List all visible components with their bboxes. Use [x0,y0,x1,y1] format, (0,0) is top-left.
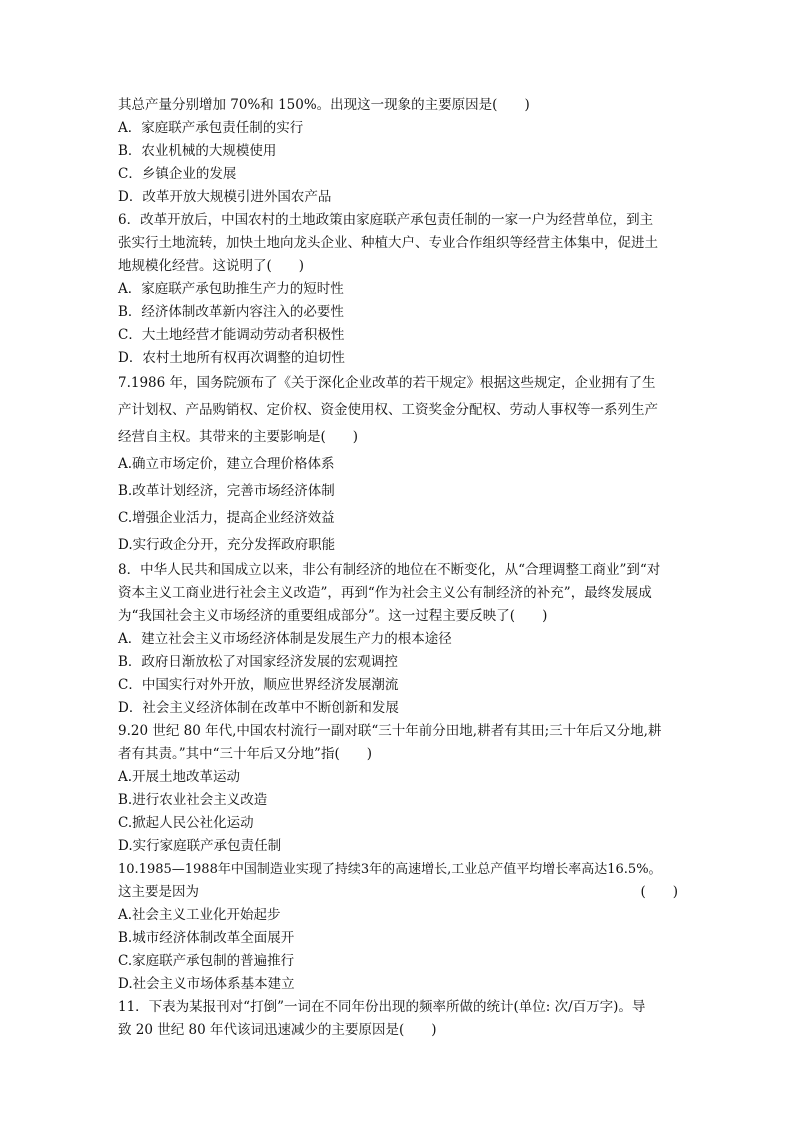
q6-option-a: A．家庭联产承包助推生产力的短时性 [118,281,344,297]
q6-stem-line-3: 地规模化经营。这说明了( ) [118,258,305,274]
q8-stem-line-3: 为“我国社会主义市场经济的重要组成部分”。这一过程主要反映了( ) [118,608,548,624]
q9-option-a: A.开展土地改革运动 [118,769,241,785]
q7-stem-line-2: 产计划权、产品购销权、定价权、资金使用权、工资奖金分配权、劳动人事权等一系列生产 [118,402,658,418]
q6-stem-line-2: 张实行土地流转，加快土地向龙头企业、种植大户、专业合作组织等经营主体集中，促进土 [118,235,658,251]
q7-option-c: C.增强企业活力，提高企业经济效益 [118,510,335,526]
q6-option-b: B．经济体制改革新内容注入的必要性 [118,304,344,320]
q10-option-a: A.社会主义工业化开始起步 [118,907,281,923]
q10-option-d: D.社会主义市场体系基本建立 [118,976,295,992]
q8-option-d: D．社会主义经济体制在改革中不断创新和发展 [118,700,399,716]
q5-option-d: D．改革开放大规模引进外国农产品 [118,189,332,205]
q8-stem-line-1: 8．中华人民共和国成立以来，非公有制经济的地位在不断变化，从“合理调整工商业”到“对 [118,562,661,578]
q9-stem-line-2: 者有其责。”其中“三十年后又分地”指( ) [118,746,372,762]
q9-option-d: D.实行家庭联产承包责任制 [118,838,282,854]
q10-stem-line-2 [118,881,678,904]
q6-option-d: D．农村土地所有权再次调整的迫切性 [118,350,345,366]
q7-stem-line-1: 7.1986 年，国务院颁布了《关于深化企业改革的若干规定》根据这些规定，企业拥有了生 [118,375,656,391]
q7-stem-line-3: 经营自主权。其带来的主要影响是( ) [118,429,359,445]
q10-stem-line-1: 10.1985—1988年中国制造业实现了持续3年的高速增长,工业总产值平均增长率高达16.5%。 [118,862,662,877]
q10-stem-text: 这主要是因为 [118,884,199,900]
q8-option-b: B．政府日渐放松了对国家经济发展的宏观调控 [118,654,398,670]
q11-stem-line-2: 致 20 世纪 80 年代该词迅速减少的主要原因是( ) [118,1022,437,1038]
q8-option-a: A．建立社会主义市场经济体制是发展生产力的根本途径 [118,631,452,647]
q8-stem-line-2: 资本主义工商业进行社会主义改造”，再到“作为社会主义公有制经济的补充”，最终发展成 [118,585,652,601]
q9-option-b: B.进行农业社会主义改造 [118,792,268,808]
q10-option-b: B.城市经济体制改革全面展开 [118,930,295,946]
q8-option-c: C．中国实行对外开放，顺应世界经济发展潮流 [118,677,399,693]
q9-stem-line-1: 9.20 世纪 80 年代,中国农村流行一副对联“三十年前分田地,耕者有其田;三十年后又分地,耕 [118,723,662,739]
q5-option-a: A．家庭联产承包责任制的实行 [118,120,304,136]
q7-option-d: D.实行政企分开，充分发挥政府职能 [118,537,336,553]
q10-answer-blank: ( ) [640,884,678,900]
q6-option-c: C．大土地经营才能调动劳动者积极性 [118,327,345,343]
q7-option-a: A.确立市场定价，建立合理价格体系 [118,456,335,472]
document-page [118,94,678,1042]
q6-stem-line-1: 6．改革开放后，中国农村的土地政策由家庭联产承包责任制的一家一户为经营单位，到主 [118,212,654,228]
q10-option-c: C.家庭联产承包制的普遍推行 [118,953,295,969]
q5-option-b: B．农业机械的大规模使用 [118,143,277,159]
q5-stem-continued: 其总产量分别增加 70%和 150%。出现这一现象的主要原因是( ) [118,97,530,113]
q5-option-c: C．乡镇企业的发展 [118,166,237,182]
q11-stem-line-1: 11．下表为某报刊对“打倒”一词在不同年份出现的频率所做的统计(单位: 次/百万字)。导 [118,999,646,1015]
q7-option-b: B.改革计划经济，完善市场经济体制 [118,483,335,499]
q9-option-c: C.掀起人民公社化运动 [118,815,254,831]
